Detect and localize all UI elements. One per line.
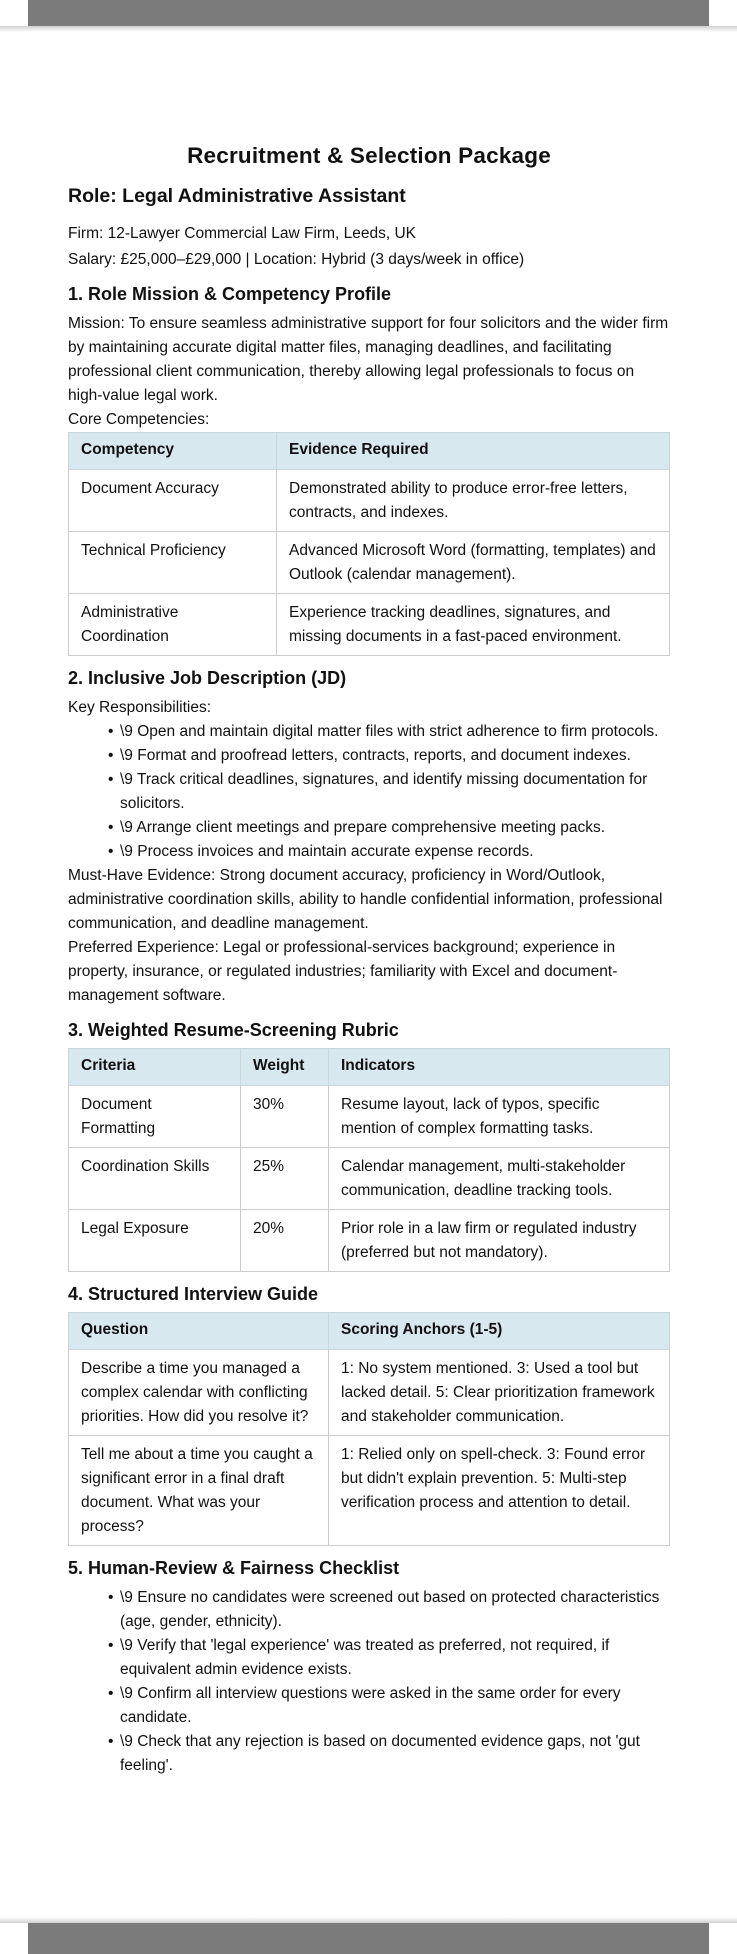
table-cell: Experience tracking deadlines, signatures, and missing documents in a fast-paced environment.	[277, 594, 670, 656]
list-item: • \9 Format and proofread letters, contracts, reports, and document indexes.	[108, 744, 670, 768]
table-cell: 1: Relied only on spell-check. 3: Found error but didn't explain prevention. 5: Multi-step verification process and attention to detail.	[329, 1436, 670, 1546]
table-cell: Tell me about a time you caught a significant error in a final draft document. What was your process?	[69, 1436, 329, 1546]
document-title: Recruitment & Selection Package	[187, 143, 551, 168]
table-cell: 25%	[241, 1148, 329, 1210]
table-cell: Document Accuracy	[69, 470, 277, 532]
responsibilities-list	[68, 720, 670, 864]
column-header: Scoring Anchors (1-5)	[329, 1313, 670, 1350]
bullet-icon: •	[108, 1733, 114, 1750]
bullet-icon: •	[108, 1637, 114, 1654]
list-item: • \9 Open and maintain digital matter files with strict adherence to firm protocols.	[108, 720, 670, 744]
key-responsibilities-label: Key Responsibilities:	[68, 699, 212, 716]
table-row	[69, 1086, 670, 1148]
bullet-icon: •	[108, 843, 114, 860]
preferred-experience: Preferred Experience: Legal or professional-services background; experience in property, insurance, or regulated industries; familiarity with Excel and document-management software.	[68, 939, 618, 1004]
document-page	[68, 140, 670, 1778]
list-item: • \9 Arrange client meetings and prepare comprehensive meeting packs.	[108, 816, 670, 840]
table-cell: 30%	[241, 1086, 329, 1148]
table-row	[69, 532, 670, 594]
list-item: • \9 Process invoices and maintain accurate expense records.	[108, 840, 670, 864]
bullet-icon: •	[108, 1685, 114, 1702]
list-item: • \9 Ensure no candidates were screened out based on protected characteristics (age, gender, ethnicity).	[108, 1586, 670, 1634]
role-heading: Role: Legal Administrative Assistant	[68, 185, 406, 207]
table-header-row	[69, 1049, 670, 1086]
must-have-evidence: Must-Have Evidence: Strong document accuracy, proficiency in Word/Outlook, administrative coordination skills, ability to handle confidential information, professional communication, and deadline management.	[68, 867, 663, 932]
table-row	[69, 1350, 670, 1436]
top-toolbar-band	[28, 0, 709, 29]
bullet-icon: •	[108, 1589, 114, 1606]
table-header-row	[69, 433, 670, 470]
list-item: • \9 Track critical deadlines, signatures, and identify missing documentation for solicitors.	[108, 768, 670, 816]
section-3-heading: 3. Weighted Resume-Screening Rubric	[68, 1020, 399, 1040]
table-cell: Advanced Microsoft Word (formatting, templates) and Outlook (calendar management).	[277, 532, 670, 594]
table-cell: Resume layout, lack of typos, specific mention of complex formatting tasks.	[329, 1086, 670, 1148]
salary-line: Salary: £25,000–£29,000 | Location: Hybrid (3 days/week in office)	[68, 251, 525, 268]
competency-table	[68, 432, 670, 656]
rubric-table	[68, 1048, 670, 1272]
column-header: Criteria	[69, 1049, 241, 1086]
bullet-icon: •	[108, 723, 114, 740]
column-header: Weight	[241, 1049, 329, 1086]
table-cell: Administrative Coordination	[69, 594, 277, 656]
section-1-heading: 1. Role Mission & Competency Profile	[68, 284, 392, 304]
bottom-toolbar-band	[28, 1923, 709, 1954]
list-item: • \9 Confirm all interview questions were asked in the same order for every candidate.	[108, 1682, 670, 1730]
section-5-heading: 5. Human-Review & Fairness Checklist	[68, 1558, 400, 1578]
bullet-icon: •	[108, 819, 114, 836]
section-4-heading: 4. Structured Interview Guide	[68, 1284, 319, 1304]
table-cell: Document Formatting	[69, 1086, 241, 1148]
table-cell: Prior role in a law firm or regulated industry (preferred but not mandatory).	[329, 1210, 670, 1272]
table-cell: Legal Exposure	[69, 1210, 241, 1272]
table-header-row	[69, 1313, 670, 1350]
firm-line: Firm: 12-Lawyer Commercial Law Firm, Leeds, UK	[68, 225, 416, 242]
fairness-checklist	[68, 1586, 670, 1778]
core-competencies-label: Core Competencies:	[68, 411, 210, 428]
top-shadow	[0, 26, 737, 32]
table-cell: Technical Proficiency	[69, 532, 277, 594]
column-header: Evidence Required	[277, 433, 670, 470]
table-cell: Demonstrated ability to produce error-free letters, contracts, and indexes.	[277, 470, 670, 532]
list-item: • \9 Verify that 'legal experience' was treated as preferred, not required, if equivalent admin evidence exists.	[108, 1634, 670, 1682]
table-row	[69, 594, 670, 656]
table-row	[69, 1148, 670, 1210]
bullet-icon: •	[108, 771, 114, 788]
table-cell: 1: No system mentioned. 3: Used a tool but lacked detail. 5: Clear prioritization framework and stakeholder communication.	[329, 1350, 670, 1436]
table-cell: Describe a time you managed a complex calendar with conflicting priorities. How did you resolve it?	[69, 1350, 329, 1436]
table-cell: Calendar management, multi-stakeholder communication, deadline tracking tools.	[329, 1148, 670, 1210]
mission-text: Mission: To ensure seamless administrative support for four solicitors and the wider firm by maintaining accurate digital matter files, managing deadlines, and facilitating professional client communication, thereby allowing legal professionals to focus on high-value legal work.	[68, 315, 669, 404]
list-item: • \9 Check that any rejection is based on documented evidence gaps, not 'gut feeling'.	[108, 1730, 670, 1778]
section-2-heading: 2. Inclusive Job Description (JD)	[68, 668, 347, 688]
table-cell: 20%	[241, 1210, 329, 1272]
column-header: Indicators	[329, 1049, 670, 1086]
bullet-icon: •	[108, 747, 114, 764]
table-cell: Coordination Skills	[69, 1148, 241, 1210]
interview-guide-table	[68, 1312, 670, 1546]
table-row	[69, 470, 670, 532]
column-header: Competency	[69, 433, 277, 470]
table-row	[69, 1210, 670, 1272]
column-header: Question	[69, 1313, 329, 1350]
table-row	[69, 1436, 670, 1546]
